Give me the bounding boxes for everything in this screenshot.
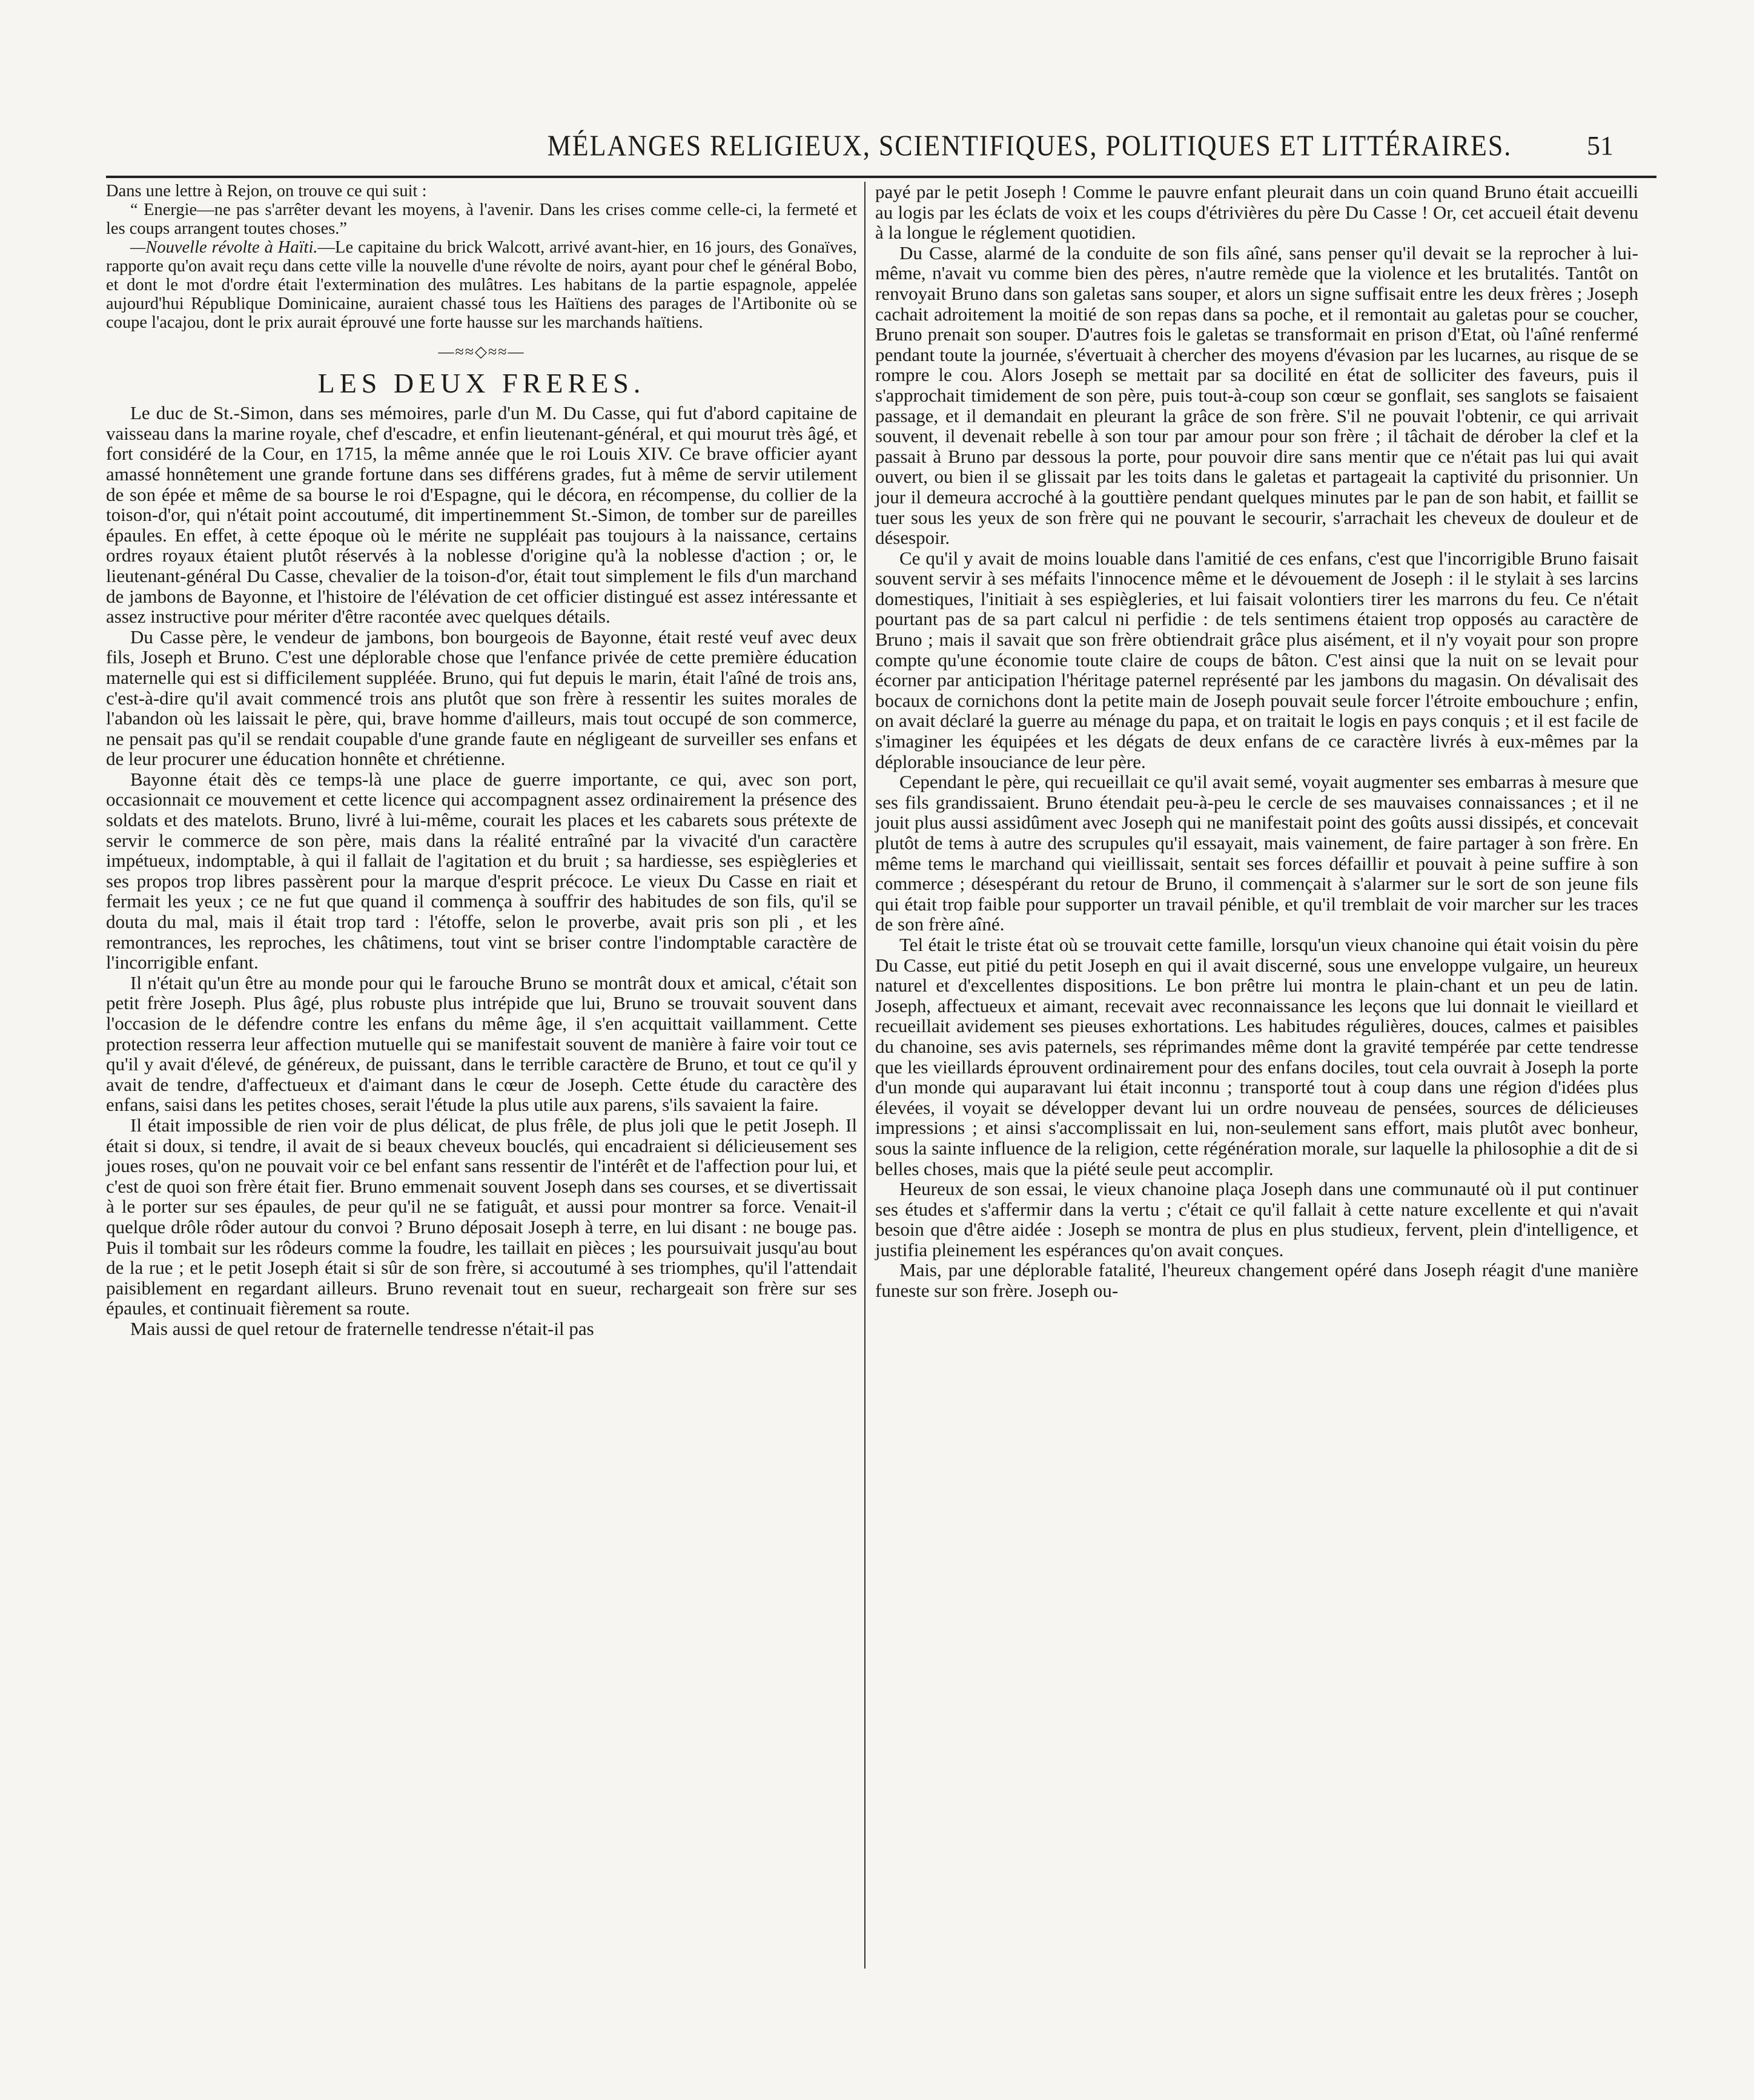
header-rule: [106, 176, 1656, 178]
news-haiti-lead: —Nouvelle révolte à Haïti.: [130, 238, 318, 257]
article-paragraph-7: payé par le petit Joseph ! Comme le pauvre enfant pleurait dans un coin quand Bruno était accueilli au logis par les éclats de voix et les coups d'étrivières du père Du Casse ! Or, cet accueil était devenu à la longue le réglement quotidien.: [875, 181, 1638, 243]
running-title: MÉLANGES RELIGIEUX, SCIENTIFIQUES, POLITIQUES ET LITTÉRAIRES.: [547, 129, 1512, 162]
article-paragraph-10: Cependant le père, qui recueillait ce qu'il avait semé, voyait augmenter ses embarras à mesure que ses fils grandissaient. Bruno étendait peu-à-peu le cercle de ses mauvaises connaissances ; et il ne jouit plus aussi assidûment avec Joseph qui ne manifestait point des goûts aussi dissipés, et concevait plutôt de tems à autre des scrupules qu'il essayait, mais vainement, de faire partager à son frère. En même tems le marchand qui vieillissait, sentait ses forces défaillir et pouvait à peine suffire à son commerce ; désespérant du retour de Bruno, il commençait à s'alarmer sur le sort de son jeune fils qui était trop faible pour supporter un travail pénible, et qu'il tremblait de voir marcher sur les traces de son frère aîné.: [875, 771, 1638, 935]
news-haiti-body: —Le capitaine du brick Walcott, arrivé avant-hier, en 16 jours, des Gonaïves, rapporte qu'on avait reçu dans cette ville la nouvelle d'une révolte de noirs, ayant pour chef le général Bobo, et dont le mot d'ordre était l'extermination des mulâtres. Les habitans de la partie espagnole, appelée aujourd'hui République Dominicaine, auraient chassé tous les Haïtiens des parages de l'Artibonite où se coupe l'acajou, dont le prix aurait éprouvé une forte hausse sur les marchands haïtiens.: [106, 238, 858, 332]
page-header: [424, 124, 1635, 167]
article-paragraph-3: Bayonne était dès ce temps-là une place de guerre importante, ce qui, avec son port, occasionnait ce mouvement et cette licence qui accompagnent assez ordinairement la présence des soldats et des matelots. Bruno, livré à lui-même, courait les places et les cabarets sous prétexte de servir le commerce de son père, mais dans la réalité entraîné par la vivacité d'un caractère impétueux, indomptable, à qui il fallait de l'agitation et du bruit ; sa hardiesse, ses espiègleries et ses propos trop libres passèrent pour la marque d'esprit précoce. Le vieux Du Casse en riait et fermait les yeux ; ce ne fut que quand il commença à souffrir des habitudes de son fils, qu'il se douta du mal, mais il était trop tard : l'étoffe, selon le proverbe, avait pris son pli , et les remontrances, les reproches, les châtimens, tout vint se briser contre l'indomptable caractère de l'incorrigible enfant.: [106, 768, 857, 973]
article-paragraph-6: Mais aussi de quel retour de fraternelle tendresse n'était-il pas: [130, 1317, 594, 1339]
left-column: [106, 182, 857, 1339]
article-paragraph-12: Heureux de son essai, le vieux chanoine plaça Joseph dans une communauté où il put continuer ses études et s'affermir dans la vertu ; c'était ce qu'il fallait à cette nature excellente et qui n'avait besoin que d'être aidée : Joseph se montra de plus en plus studieux, fervent, plein d'intelligence, et justifia pleinement les espérances qu'on avait conçues.: [875, 1178, 1638, 1260]
article-paragraph-5: Il était impossible de rien voir de plus délicat, de plus frêle, de plus joli que le petit Joseph. Il était si doux, si tendre, il avait de si beaux cheveux bouclés, qui encadraient si délicieusement ses joues roses, qu'on ne pouvait voir ce bel enfant sans ressentir de l'intérêt et de l'affection pour lui, et c'est de quoi son frère était fier. Bruno emmenait souvent Joseph dans ses courses, et se divertissait à le porter sur ses épaules, de peur qu'il ne se fatiguât, et aussi pour montrer sa force. Venait-il quelque drôle rôder autour du convoi ? Bruno déposait Joseph à terre, en lui disant : ne bouge pas. Puis il tombait sur les rôdeurs comme la foudre, les taillait en pièces ; les poursuivait jusqu'au bout de la rue ; et le petit Joseph était si sûr de son frère, si accoutumé à ses triomphes, qu'il l'attendait paisiblement en regardant ailleurs. Bruno revenait tout en sueur, rechargeait son frère sur ses épaules, et continuait fièrement sa route.: [106, 1114, 857, 1319]
news-intro: Dans une lettre à Rejon, on trouve ce qui suit :: [106, 182, 427, 200]
article-paragraph-9: Ce qu'il y avait de moins louable dans l'amitié de ces enfans, c'est que l'incorrigible Bruno faisait souvent servir à ses méfaits l'innocence même et le dévouement de Joseph : il le stylait à ses larcins domestiques, l'initiait à ses espiègleries, et lui faisait volontiers tirer les marrons du feu. Ce n'était pourtant pas de sa part calcul ni perfidie : de tels sentimens étaient trop opposés au caractère de Bruno ; mais il savait que son frère obtiendrait grâce plus aisément, et il n'y voyait pour son propre compte qu'une économie toute claire de coups de bâton. C'est ainsi que la nuit on se levait pour écorner par anticipation l'héritage paternel représenté par les jambons du magasin. On dévalisait des bocaux de cornichons dont la petite main de Joseph pouvait seule forcer l'étroite embouchure ; enfin, on avait déclaré la guerre au ménage du papa, et on traitait le logis en pays conquis ; et il est facile de s'imaginer les équipées et les dégats de deux enfans de ce caractère livrés à eux-mêmes par la déplorable insouciance de leur père.: [875, 547, 1638, 772]
article-paragraph-13: Mais, par une déplorable fatalité, l'heureux changement opéré dans Joseph réagit d'une manière funeste sur son frère. Joseph ou-: [875, 1259, 1638, 1302]
article-paragraph-1: Le duc de St.-Simon, dans ses mémoires, parle d'un M. Du Casse, qui fut d'abord capitaine de vaisseau dans la marine royale, chef d'escadre, et enfin lieutenant-général, et qui mourut très âgé, et fort considéré de la Cour, en 1715, la même année que le roi Louis XIV. Ce brave officier ayant amassé honnêtement une grande fortune dans ses différens grades, fut à même de servir utilement de son épée et même de sa bourse le roi d'Espagne, qui le décora, en récompense, du collier de la toison-d'or, qui n'était point accoutumé, dit impertinemment St.-Simon, de tomber sur de pareilles épaules. En effet, à cette époque où le mérite ne suppléait pas toujours à la naissance, certains ordres royaux étaient plutôt réservés à la noblesse d'origine qu'à la noblesse d'action ; or, le lieutenant-général Du Casse, chevalier de la toison-d'or, était tout simplement le fils d'un marchand de jambons de Bayonne, et l'histoire de l'élévation de cet officier distingué est assez intéressante et assez instructive pour mériter d'être racontée avec quelques détails.: [106, 402, 857, 628]
article-title: LES DEUX FRERES.: [317, 367, 646, 399]
ornament-divider: —≈≈◇≈≈—: [438, 343, 525, 360]
article-paragraph-2: Du Casse père, le vendeur de jambons, bon bourgeois de Bayonne, était resté veuf avec deux fils, Joseph et Bruno. C'est une déplorable chose que l'enfance privée de cette première éducation maternelle qui est si difficilement suppléée. Bruno, qui fut depuis le marin, était l'aîné de trois ans, c'est-à-dire qu'il avait commencé trois ans plutôt que son frère à ressentir les suites morales de l'abandon où les laissait le père, qui, brave homme d'ailleurs, mais tout occupé de son commerce, ne pensait pas qu'il se rendait coupable d'une grande faute en négligeant de surveiller ses enfans et de leur procurer une éducation honnête et chrétienne.: [106, 626, 857, 770]
article-paragraph-11: Tel était le triste état où se trouvait cette famille, lorsqu'un vieux chanoine qui était voisin du père Du Casse, eut pitié du petit Joseph en qui il avait discerné, sous une enveloppe vulgaire, un heureux naturel et d'excellentes dispositions. Le bon prêtre lui montra le plain-chant et un peu de latin. Joseph, affectueux et aimant, recevait avec reconnaissance les leçons que lui donnait le vieillard et recueillait avidement ses pieuses exhortations. Les habitudes régulières, douces, calmes et paisibles du chanoine, ses avis paternels, ses réprimandes même dont la gravité tempérée par cette tendresse que les vieillards éprouvent ordinairement pour des enfans dociles, tout cela ouvrait à Joseph la porte d'un monde qui auparavant lui était inconnu ; transporté tout à coup dans une région d'idées plus élevées, il voyait se développer devant lui un ordre nouveau de pensées, sources de délicieuses impressions ; et ainsi s'accomplissait en lui, non-seulement sans effort, mais plutôt avec bonheur, sous la sainte influence de la religion, cette régénération morale, sur laquelle la philosophie a dit de si belles choses, mais que la piété seule peut accomplir.: [875, 933, 1638, 1179]
article-paragraph-4: Il n'était qu'un être au monde pour qui le farouche Bruno se montrât doux et amical, c'était son petit frère Joseph. Plus âgé, plus robuste plus intrépide que lui, Bruno se trouvait souvent dans l'occasion de le défendre contre les enfans du même âge, il s'en acquittait vaillamment. Cette protection resserra leur affection mutuelle qui se manifestait souvent de manière à faire voir tout ce qu'il y avait d'élevé, de généreux, de puissant, dans le terrible caractère de Bruno, et tout ce qu'il y avait de tendre, d'affectueux et d'aimant dans le cœur de Joseph. Cette étude du caractère des enfans, saisi dans les petites choses, serait l'étude la plus utile aux parens, s'ils savaient la faire.: [106, 972, 857, 1116]
right-column: [875, 182, 1638, 1301]
article-paragraph-8: Du Casse, alarmé de la conduite de son fils aîné, sans penser qu'il devait se la reprocher à lui-même, n'avait vu comme bien des pères, n'autre remède que la violence et les brutalités. Tantôt on renvoyait Bruno dans son galetas sans souper, et alors un signe suffisait entre les deux frères ; Joseph cachait adroitement la moitié de son repas dans sa poche, et il remontait au galetas pour se coucher, Bruno prenait son souper. D'autres fois le galetas se transformait en prison d'Etat, où l'aîné renfermé pendant toute la journée, s'évertuait à chercher des moyens d'évasion par les lucarnes, au risque de se rompre le cou. Alors Joseph se mettait par sa docilité en état de solliciter des faveurs, puis il s'approchait timidement de son père, puis tout-à-coup son cœur se gonflait, ses sanglots se faisaient passage, et il demandait en pleurant la grâce de son frère. S'il ne pouvait l'obtenir, ce qui arrivait souvent, il devenait rebelle à son tour par amour pour son frère ; il tâchait de dérober la clef et la passait à Bruno par dessous la porte, pour pouvoir dire sans mentir que ce n'était pas lui qui avait ouvert, ou bien il se glissait par les toits dans le galetas et partageait la captivité du prisonnier. Un jour il demeura accroché à la gouttière pendant quelques minutes par le pan de son habit, et faillit se tuer sous les yeux de son frère qui ne pouvant le secourir, s'arrachait les cheveux de douleur et de désespoir.: [875, 242, 1638, 549]
page-number: 51: [1587, 131, 1613, 161]
news-quote: “ Energie—ne pas s'arrêter devant les moyens, à l'avenir. Dans les crises comme celle-ci, la fermeté et les coups arrangent toutes choses.”: [106, 200, 857, 238]
news-haiti: [106, 238, 857, 332]
column-divider: [864, 182, 865, 1969]
